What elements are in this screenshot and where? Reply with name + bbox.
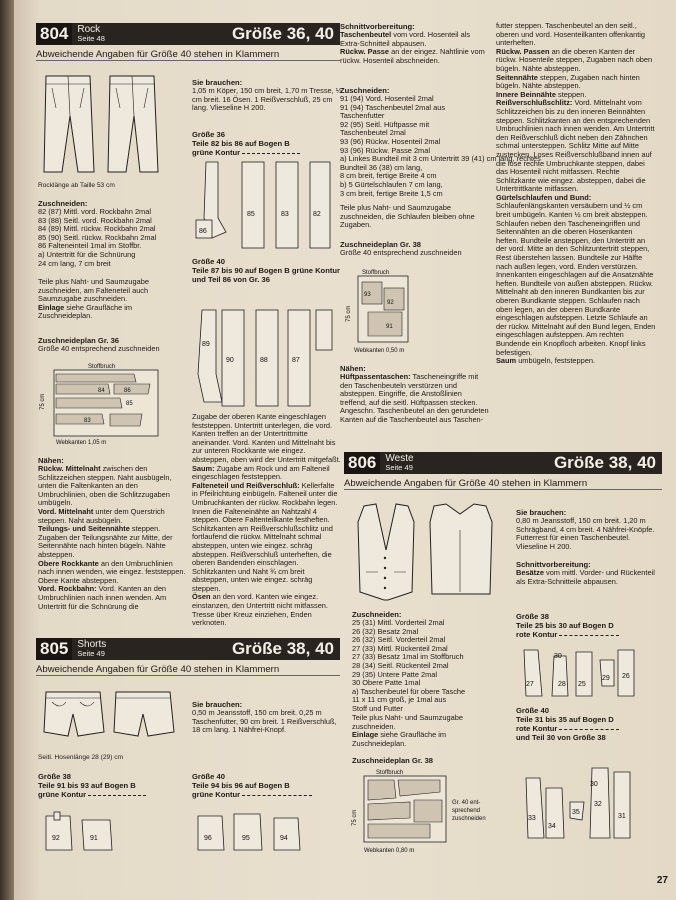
list-item: a) Linkes Bundteil mit 3 cm Untertritt 39 (41) cm lang, rechtes (340, 154, 541, 164)
vest-sketch (348, 500, 498, 606)
stoffbruch-label: Stoffbruch (88, 364, 116, 370)
sie-brauchen-805: Sie brauchen: 0,50 m Jeansstoff, 150 cm breit. 0,25 m Taschenfutter, 90 cm breit. 1 Reißverschluß, 18 cm lang. 1 Nähfrei-Knopf. (192, 700, 337, 735)
list-item: 26 (32) Besatz 2mal (352, 626, 419, 636)
groesse40-805: Größe 40 Teile 94 bis 96 auf Bogen B grüne Kontur (192, 772, 342, 799)
model-name: Rock (77, 24, 101, 35)
svg-text:35: 35 (572, 809, 580, 816)
svg-text:84: 84 (98, 388, 105, 394)
zuschneideplan-804: Zuschneideplan Gr. 36 Größe 40 entsprechend zuschneiden (38, 336, 160, 353)
list-item: 82 (87) Mittl. vord. Rockbahn 2mal (38, 207, 151, 216)
list-item: 93 (96) Rückw. Passe 2mal (340, 145, 430, 155)
paragraph: Reißverschlußschlitz: Vord. Mittelnaht vom Schlitzzeichen bis zu den inneren Beinnähten steppen. Schlitzkanten an den entsprechenden Umbruchlinien nach innen wenden. Am Untertritt den Reißverschluß dicht neben den Zähnchen schmal untersteppen. Schlitz Mitte auf Mitte zustecken. Loses Reißverschlußband innen auf die lose rechte Umbruchkante steppen, dabei das Hosenteil nicht mitfassen. Rechte Schlitzkante wie eingez. absteppen, dabei die Untertrittkante mitfassen. (496, 98, 655, 194)
svg-text:92: 92 (387, 300, 394, 306)
list-item: 27 (33) Besatz 1mal im Stoffbruch (352, 652, 464, 662)
sew-text-804b (192, 413, 342, 628)
svg-text:31: 31 (618, 813, 626, 820)
list-item: a) Untertritt für die Schnürung (38, 249, 136, 259)
list-item: 85 (90) Seitl. rückw. Rockbahn 2mal (38, 232, 157, 242)
svg-text:82: 82 (313, 211, 321, 218)
svg-text:Stoffbruch: Stoffbruch (362, 270, 390, 276)
zuschneiden-806: Zuschneiden: 25 (31) Mittl. Vorderteil 2mal 26 (32) Besatz 2mal 26 (32) Seitl. Vorderteil 2mal 27 (33) Mittl. Rückenteil 2mal 27 (33) Besatz 1mal im Stoffbruch 28 (34) Seitl. Rückenteil 2mal 29 (35) Untere Patte 2mal 30 Obere Patte 1mal a) Taschenbeutel für obere Tasche 11 x 11 cm groß, je 1mal aus Stoff und Futter (352, 610, 502, 714)
svg-text:96: 96 (204, 835, 212, 842)
naehen-continued (496, 22, 656, 366)
list-item: 8 cm breit, fertige Breite 4 cm (340, 171, 437, 181)
list-item: 83 (88) Seitl. vord. Rockbahn 2mal (38, 215, 152, 225)
cutting-layout-col3 (344, 266, 444, 356)
size-note: Abweichende Angaben für Größe 40 stehen in Klammern (36, 49, 340, 61)
svg-text:30: 30 (590, 781, 598, 788)
model-number: 804 (36, 23, 72, 45)
size-note-806: Abweichende Angaben für Größe 40 stehen in Klammern (344, 478, 662, 490)
paragraph: Obere Rockkante an den Umbruchlinien nach innen wenden, wie eingez. feststeppen. Obere Kante absteppen. (38, 558, 186, 585)
naht-note-804: Teile plus Naht- und Saumzugabe zuschneiden, am Falteneteil auch Saumzugabe zuschneiden. Einlage siehe Graufläche im Zuschneideplan. (38, 277, 149, 321)
zuschneiden-804 (38, 199, 178, 268)
sie-brauchen-806: Sie brauchen: 0,80 m Jeansstoff, 150 cm breit. 1,20 m Schrägband, 4 cm breit. 4 Nähfrei-Knöpfe. Futterrest für einen Taschenbeutel. Vlieseline H 200. (516, 508, 655, 551)
list-item: 30 Obere Patte 1mal (352, 678, 421, 688)
book-spine (0, 0, 14, 900)
paragraph: Vord. Rockbahn: Vord. Kanten an den Umbruchlinien nach innen wenden. Am Untertritt für die Schnürung die (38, 584, 167, 611)
paragraph: Taschenbeutel vom vord. Hosenteil als Extra-Schnitteil abpausen. (340, 30, 471, 48)
model-size: Größe 36, 40 (231, 24, 334, 43)
paragraph: Ösen an den vord. Kanten wie eingez. einstanzen, den Untertritt nicht mitfassen. Tresse über Kreuz einziehen, Enden verknoten. (192, 592, 328, 628)
skirt-length: Rocklänge ab Taille 53 cm (38, 182, 115, 189)
pattern-pieces-806-g38 (518, 646, 658, 702)
list-item: 25 (31) Mittl. Vorderteil 2mal (352, 618, 445, 627)
naehen-col3: Nähen: Hüftpassentaschen: Tascheneingriffe mit den Taschenbeuteln verstürzen und absteppen. Eingriffe, die Anstoßlinien treffend, auf die seitl. Hüftpassen stecken. Angeschn. Taschenbeutel an den gerundeten Kanten auf die Taschenbeutel aus Taschen- (340, 364, 489, 424)
list-item: Taschenbeutel 2mal (340, 128, 406, 138)
paragraph: Saum: Zugabe am Rock und am Falteneil eingeschlagen feststeppen. (192, 463, 330, 482)
list-item: 84 (89) Mittl. rückw. Rockbahn 2mal (38, 224, 156, 234)
paragraph: Vord. Mittelnaht unter dem Querstrich steppen. Naht ausbügeln. (38, 506, 165, 525)
list-item: 11 x 11 cm groß, je 1mal aus (352, 695, 447, 705)
skirt-sketch (38, 68, 172, 178)
svg-text:sprechend: sprechend (452, 808, 481, 814)
paragraph: Innere Beinnähte steppen. (496, 89, 587, 99)
svg-text:zuschneiden: zuschneiden (452, 816, 486, 822)
svg-text:33: 33 (528, 815, 536, 822)
list-item: Stoff und Futter (352, 703, 403, 713)
paragraph: Rückw. Mittelnaht zwischen den Schlitzzeichen steppen. Naht ausbügeln, unten die Faltenkanten an den Umbruchlinien, oben die Schlitzzugaben umbügeln. (38, 464, 172, 508)
list-item: 24 cm lang, 7 cm breit (38, 258, 111, 268)
svg-text:Gr. 40 ent-: Gr. 40 ent- (452, 800, 481, 806)
naht-note-806: Teile plus Naht- und Saumzugabe zuschneiden. Einlage siehe Graufläche im Zuschneideplan. (352, 713, 463, 748)
paragraph: Zugabe der oberen Kante eingeschlagen feststeppen. Untertritt unterlegen, die vord. Kanten treffen an der Untertrittmitte aneinander. Vord. Kanten und Mittelnaht bis zur unteren Rockkante wie eingez. absteppen, oben wird der Untertritt mitgefaßt. (192, 412, 341, 464)
svg-text:29: 29 (602, 675, 610, 682)
svg-text:25: 25 (578, 681, 586, 688)
pattern-pieces-805-g40 (194, 810, 334, 856)
svg-text:86: 86 (199, 228, 207, 235)
list-item: 27 (33) Mittl. Rückenteil 2mal (352, 643, 448, 653)
section-header-805: 805 Shorts Seite 49 Größe 38, 40 (36, 638, 340, 660)
list-item: b) 5 Gürtelschlaufen 7 cm lang, (340, 179, 443, 189)
paragraph: Hüftpassentaschen: Tascheneingriffe mit den Taschenbeuteln verstürzen und absteppen. Eingriffe, die Anstoßlinien treffend, auf die seitl. Hüftpassen stecken. Angeschn. Taschenbeutel an den gerundeten Kanten auf die Taschenbeutel aus Taschen- (340, 372, 489, 424)
paragraph: Falteneteil und Reißverschluß: Kellerfalte in Pfeilrichtung einbügeln. Falteneil unter die Umbruchkanten der rückw. Rockbahn legen. Innen die Falteneinähte an Nahtzahl 4 steppen. Obere Faltenteilkante festheften. Schlitzkanten am Reißverschlußschlitz und fortlaufend die rückw. Mittelnaht schmal absteppen, unten wie eingez. schräg absteppen. Reißverschluß unterheften, die oberen Bandenden einschlagen. Schlitzkanten und Naht ¾ cm breit absteppen, unten wie eingez. schräg steppen. (192, 480, 338, 593)
schnittvorbereitung-806: Schnittvorbereitung: Besätze vom mittl. Vorder- und Rückenteil als Extra-Schnitteile abpausen. (516, 560, 655, 586)
list-item: 91 (94) Vord. Hosenteil 2mal (340, 94, 434, 103)
section-header-806: 806 Weste Seite 49 Größe 38, 40 (344, 452, 662, 474)
list-item: 29 (35) Untere Patte 2mal (352, 669, 438, 679)
svg-text:85: 85 (126, 401, 133, 407)
naehen-804: Nähen: Rückw. Mittelnaht zwischen den Schlitzzeichen steppen. Naht ausbügeln, unten die Faltenkanten an den Umbruchlinien, oben die Schlitzzugaben umbügeln. Vord. Mittelnaht unter dem Querstrich steppen. Naht ausbügeln. Teilungs- und Seitennähte steppen. Zugaben der Teilungsnähte zur Mitte, der Seitennähte nach hinten bügeln. Nähte absteppen. Obere Rockkante an den Umbruchlinien nach innen wenden, wie eingez. feststeppen. Obere Kante absteppen. Vord. Rockbahn: Vord. Kanten an den Umbruchlinien nach innen wenden. Am Untertritt für die Schnürung die (38, 456, 186, 611)
svg-text:34: 34 (548, 823, 556, 830)
list-item: 3 cm breit, fertige Breite 1,5 cm (340, 188, 443, 198)
svg-text:93: 93 (364, 292, 371, 298)
model-page: Seite 48 (77, 34, 105, 43)
svg-text:89: 89 (202, 341, 210, 348)
size-note-805: Abweichende Angaben für Größe 40 stehen in Klammern (36, 664, 340, 676)
list-item: 86 Falteneinteil 1mal im Stoffbr. (38, 241, 142, 251)
groesse40-806: Größe 40 Teile 31 bis 35 auf Bogen D rote Kontur und Teil 30 von Größe 38 (516, 706, 662, 742)
groesse38-806: Größe 38 Teile 25 bis 30 auf Bogen D rote Kontur (516, 612, 662, 639)
svg-text:91: 91 (386, 324, 393, 330)
svg-text:83: 83 (84, 418, 91, 424)
svg-text:75 cm: 75 cm (40, 393, 46, 410)
cutting-layout-804 (38, 362, 178, 448)
list-item: 26 (32) Seitl. Vorderteil 2mal (352, 635, 446, 645)
svg-text:30: 30 (554, 653, 562, 660)
pattern-pieces-806-g40 (518, 758, 658, 844)
svg-text:Webkanten 0,50 m: Webkanten 0,50 m (354, 348, 405, 354)
svg-text:28: 28 (558, 681, 566, 688)
paragraph: Gürtelschlaufen und Bund: Schlaufenlängskanten versäubern und ½ cm breit umbügeln. Kanten ½ cm breit absteppen. Schlaufen neben den Tascheneingriffen und Seitennähten an die oberen Hosenkanten heften. Bundteile ansteppen, den Untertritt an der vord. Mitte an den Schlitzuntertritt steppen, Rest überstehen lassen. Bundteile zur Hälfte nach außen legen, vord. Enden verstürzen. Innenkanten eingeschlagen auf die Ansatznähte heften. Bundteile von außen absteppen. Rückw. Mittelnaht ab den inneren Bundkanten bis zur oberen Bundkante steppen. Schlaufen nach oben legen, an der oberen Bundkante eingeschlagen aufsteppen. Letzte Schlaufe an der rückw. Mittelnaht auf den Bund legen, Enden eingeschlagen aufsteppen. Am rechten Bundende ein Knopfloch arbeiten. Knopf links befestigen. (496, 192, 656, 357)
svg-text:75 cm: 75 cm (352, 809, 358, 826)
paragraph: futter steppen. Taschenbeutel an den seitl., oberen und vord. Hosenteilkanten offenkantig unterheften. (496, 21, 646, 48)
svg-text:87: 87 (292, 357, 300, 364)
page-number: 27 (656, 875, 668, 886)
groesse36-804: Größe 36 Teile 82 bis 86 auf Bogen B grüne Kontur (192, 130, 342, 157)
groesse40-804: Größe 40 Teile 87 bis 90 auf Bogen B grüne Kontur und Teil 86 von Gr. 36 (192, 257, 340, 284)
svg-text:Webkanten 1,05 m: Webkanten 1,05 m (56, 440, 107, 446)
list-item: 28 (34) Seitl. Rückenteil 2mal (352, 660, 449, 670)
list-item: Bundteil 36 (38) cm lang, (340, 162, 423, 172)
shorts-sketch (42, 688, 182, 748)
list-item: a) Taschenbeutel für obere Tasche (352, 686, 466, 696)
zuschneiden-heading: Zuschneiden: (38, 199, 88, 208)
list-item: 92 (95) Seitl. Hüftpasse mit (340, 119, 430, 129)
svg-text:27: 27 (526, 681, 534, 688)
pattern-pieces-g36 (192, 158, 340, 252)
cutting-layout-806 (350, 766, 500, 860)
svg-text:95: 95 (242, 835, 250, 842)
zuschneiden-col3: Zuschneiden: 91 (94) Vord. Hosenteil 2mal 91 (94) Taschenbeutel 2mal aus Taschenfutter 92 (95) Seitl. Hüftpasse mit Taschenbeutel 2mal 93 (96) Rückw. Hosenteil 2mal 93 (96) Rückw. Passe 2mal a) Linkes Bundteil mit 3 cm Untertritt 39 (41) cm lang, rechtes Bundteil 36 (38) cm lang, 8 cm breit, fertige Breite 4 cm b) 5 Gürtelschlaufen 7 cm lang, 3 cm breit, fertige Breite 1,5 cm (340, 86, 541, 198)
paragraph: Rückw. Passe an der eingez. Nahtlinie vom rückw. Hosenteil abschneiden. (340, 47, 485, 65)
svg-text:92: 92 (52, 835, 60, 842)
pattern-pieces-805-g38 (42, 810, 152, 856)
svg-text:86: 86 (124, 388, 131, 394)
schnittvorbereitung-804: Schnittvorbereitung: Taschenbeutel vom vord. Hosenteil als Extra-Schnitteil abpausen. Rückw. Passe an der eingez. Nahtlinie vom rückw. Hosenteil abschneiden. (340, 22, 488, 65)
zuschneideplan-col3: Zuschneideplan Gr. 38 Größe 40 entsprechend zuschneiden (340, 240, 462, 257)
svg-text:94: 94 (280, 835, 288, 842)
naht-note-col3: Teile plus Naht- und Saumzugabe zuschneiden, die Schlaufen bleiben ohne Zugaben. (340, 203, 475, 230)
magazine-page: 804 Rock Seite 48 Größe 36, 40 Abweichende Angaben für Größe 40 stehen in Klammern Rocklänge ab Taille 53 cm Zuschneiden: 82 (87) Mittl. vord. Rockbahn 2mal 83 (88) Seitl. vord. Rockbahn 2mal 84 (89) Mittl. rückw. Rockbahn 2mal 85 (90) Seitl. rückw. Rockbahn 2mal 86 Falteneinteil 1mal im Stoffbr. a) Untertritt für die Schnürung 24 cm lang, 7 cm breit Teile plus Naht- und Saumzugabe zuschneiden, am Falteneteil auch Saumzugabe zuschneiden. Einlage siehe Graufläche im Zuschneideplan. Zuschneideplan Gr. 36 Größe 40 entsprechend zuschneiden Stoffbruch 86 84 85 83 75 cm Webkanten 1,05 m Nähen: Rückw. Mittelnaht zwischen den Schlitzzeichen steppen. Naht ausbügeln, unten die Faltenkanten an den Umbruchlinien, oben die Schlitzzugaben umbügeln. Vord. Mittelnaht unter dem Querstrich steppen. Naht ausbügeln. Teilungs- und Seitennähte steppen. Zugaben der Teilungsnähte zur Mitte, der Seitennähte nach hinten bügeln. Nähte absteppen. Obere Rockkante an den Umbruchlinien nach innen wenden, wie eingez. feststeppen. Obere Kante absteppen. Vord. Rockbahn: Vord. Kanten an den Umbruchlinien nach innen wenden. Am Untertritt für die Schnürung die Sie brauchen: 1,05 m Köper, 150 cm breit, 1,70 m Tresse, ½ cm breit. 16 Ösen. 1 Reißverschluß, 25 cm lang. Vlieseline H 200. Größe 36 Teile 82 bis 86 auf Bogen B grüne Kontur 86 85 83 82 Größe 40 Teile 87 bis 90 auf Bogen B grüne Kontur und Teil 86 von Gr. 36 89 90 88 87 Zugabe der oberen Kante eingeschlagen feststeppen. Untertritt unterlegen, die vord. Kanten treffen an der Untertrittmitte aneinander. Vord. Kanten und Mittelnaht bis zur unteren Rockkante wie eingez. absteppen, oben wird der Untertritt mitgefaßt. Saum: Zugabe am Rock und am Falteneil eingeschlagen feststeppen. Falteneteil und Reißverschluß: Kellerfalte in Pfeilrichtung einbügeln. Falteneil unter die Umbruchkanten der rückw. Rockbahn legen. Innen die Falteneinähte an Nahtzahl 4 steppen. Obere Faltenteilkante festheften. Schlitzkanten am Reißverschlußschlitz und fortlaufend die rückw. Mittelnaht schmal absteppen, unten wie eingez. schräg absteppen. Reißverschluß unterheften, die oberen Bandenden einschlagen. Schlitzkanten und Naht ¾ cm breit absteppen, unten wie eingez. schräg steppen. Ösen an den vord. Kanten wie eingez. einstanzen, den Untertritt nicht mitfassen. Tresse über Kreuz einziehen, Enden verknoten. 805 Shorts Seite 49 Größe 38, 40 Abweichende Angaben für Größe 40 stehen in Klammern Seitl. Hosenlänge 28 (29) cm Größe 38 Teile 91 bis 93 auf Bogen B grüne Kontur 92 91 Sie brauchen: 0,50 m Jeansstoff, 150 cm breit. 0,25 m Taschenfutter, 90 cm breit. 1 Reißverschluß, 18 cm lang. 1 Nähfrei-Knopf. Größe 40 Teile 94 bis 96 auf Bogen B grüne Kontur 96 95 94 Schnittvorbereitung: Taschenbeutel vom vord. Hosenteil als Extra-Schnitteil abpausen. Rückw. Passe an der eingez. Nahtlinie vom rückw. Hosenteil abschneiden. Zuschneiden: 91 (94) Vord. Hosenteil 2mal 91 (94) Taschenbeutel 2mal aus Taschenfutter 92 (95) Seitl. Hüftpasse mit Taschenbeutel 2mal 93 (96) Rückw. Hosenteil 2mal 93 (96) Rückw. Passe 2mal a) Linkes Bundteil mit 3 cm Untertritt 39 (41) cm lang, rechtes Bundteil 36 (38) cm lang, 8 cm breit, fertige Breite 4 cm b) 5 Gürtelschlaufen 7 cm lang, 3 cm breit, fertige Breite 1,5 cm Teile plus Naht- und Saumzugabe zuschneiden, die Schlaufen bleiben ohne Zugaben. Zuschneideplan Gr. 38 Größe 40 entsprechend zuschneiden Stoffbruch 93 92 91 75 cm Webkanten 0,50 m Nähen: Hüftpassentaschen: Tascheneingriffe mit den Taschenbeuteln verstürzen und absteppen. Eingriffe, die Anstoßlinien treffend, auf die seitl. Hüftpassen stecken. Angeschn. Taschenbeutel an den gerundeten Kanten auf die Taschenbeutel aus Taschen- futter steppen. Taschenbeutel an den seitl., oberen und vord. Hosenteilkanten offenkantig unterheften. Rückw. Passen an die oberen Kanten der rückw. Hosenteile steppen, Zugaben nach oben bügeln. Nähte absteppen. Seitennähte steppen, Zugaben nach hinten bügeln. Nähte absteppen. Innere Beinnähte steppen. Reißverschlußschlitz: Vord. Mittelnaht vom Schlitzzeichen bis zu den inneren Beinnähten steppen. Schlitzkanten an den entsprechenden Umbruchlinien nach innen wenden. Am Untertritt den Reißverschluß dicht neben den Zähnchen schmal untersteppen. Schlitz Mitte auf Mitte zustecken. Loses Reißverschlußband innen auf die lose rechte Umbruchkante steppen, dabei das Hosenteil nicht mitfassen. Rechte Schlitzkante wie eingez. absteppen, dabei die Untertrittkante mitfassen. Gürtelschlaufen und Bund: Schlaufenlängskanten versäubern und ½ cm breit umbügeln. Kanten ½ cm breit absteppen. Schlaufen neben den Tascheneingriffen und Seitennähten an die oberen Hosenkanten heften. Bundteile ansteppen, den Untertritt an der vord. Mitte an den Schlitzuntertritt steppen, Rest überstehen lassen. Bundteile zur Hälfte nach außen legen, vord. Enden verstürzen. Innenkanten eingeschlagen auf die Ansatznähte heften. Bundteile von außen absteppen. Rückw. Mittelnaht ab den inneren Bundkanten bis zur oberen Bundkante steppen. Schlaufen nach oben legen, an der oberen Bundkante eingeschlagen aufsteppen. Letzte Schlaufe an der rückw. Mittelnaht auf den Bund legen, Enden eingeschlagen aufsteppen. Am rechten Bundende ein Knopfloch arbeiten. Knopf links befestigen. Saum umbügeln, feststeppen. 806 Weste Seite 49 Größe 38, 40 Abweichende Angaben für Größe 40 stehen in Klammern Zuschneiden: 25 (31) Mittl. Vorderteil 2mal 26 (32) Besatz 2mal 26 (32) Seitl. Vorderteil 2mal 27 (33) Mittl. Rückenteil 2mal 27 (33) Besatz 1mal im Stoffbruch 28 (34) Seitl. Rückenteil 2mal 29 (35) Untere Patte 2mal 30 Obere Patte 1mal a) Taschenbeutel für obere Tasche 11 x 11 cm groß, je 1mal aus Stoff und Futter Teile plus Naht- und Saumzugabe zuschneiden. Einlage siehe Graufläche im Zuschneideplan. Zuschneideplan Gr. 38 Stoffbruch 75 cm Webkanten 0,80 m Gr. 40 ent- sprechend zuschneiden Sie brauchen: 0,80 m Jeansstoff, 150 cm breit. 1,20 m Schrägband, 4 cm breit. 4 Nähfrei-Knöpfe. Futterrest für einen Taschenbeutel. Vlieseline H 200. Schnittvorbereitung: Besätze vom mittl. Vorder- und Rückenteil als Extra-Schnitteile abpausen. Größe 38 Teile 25 bis 30 auf Bogen D rote Kontur 27 30 28 25 29 26 Größe 40 Teile 31 bis 35 auf Bogen D rote Kontur und Teil 30 von Größe 38 33 34 35 32 31 30 27 (14, 0, 676, 900)
section-header-804 (36, 23, 340, 45)
svg-text:85: 85 (247, 211, 255, 218)
svg-text:26: 26 (622, 673, 630, 680)
svg-text:Webkanten 0,80 m: Webkanten 0,80 m (364, 848, 415, 854)
list-item: Taschenfutter (340, 111, 385, 121)
groesse38-805: Größe 38 Teile 91 bis 93 auf Bogen B grüne Kontur (38, 772, 178, 799)
list-item: 93 (96) Rückw. Hosenteil 2mal (340, 136, 441, 146)
svg-text:90: 90 (226, 357, 234, 364)
paragraph: Saum umbügeln, feststeppen. (496, 356, 596, 366)
svg-text:32: 32 (594, 801, 602, 808)
svg-text:88: 88 (260, 357, 268, 364)
svg-text:Stoffbruch: Stoffbruch (376, 770, 404, 776)
svg-text:83: 83 (281, 211, 289, 218)
paragraph: Rückw. Passen an die oberen Kanten der rückw. Hosenteile steppen, Zugaben nach oben bügeln. Nähte absteppen. (496, 46, 653, 73)
svg-text:91: 91 (90, 835, 98, 842)
svg-text:75 cm: 75 cm (346, 305, 352, 322)
list-item: 91 (94) Taschenbeutel 2mal aus (340, 102, 446, 112)
sie-brauchen-804: Sie brauchen: 1,05 m Köper, 150 cm breit, 1,70 m Tresse, ½ cm breit. 16 Ösen. 1 Reißverschluß, 25 cm lang. Vlieseline H 200. (192, 78, 342, 113)
paragraph: Teilungs- und Seitennähte steppen. Zugaben der Teilungsnähte zur Mitte, der Seitennähte nach hinten bügeln. Nähte absteppen. (38, 524, 173, 559)
pattern-pieces-g40 (192, 306, 340, 410)
paragraph: Seitennähte steppen, Zugaben nach hinten bügeln. Nähte absteppen. (496, 72, 640, 91)
